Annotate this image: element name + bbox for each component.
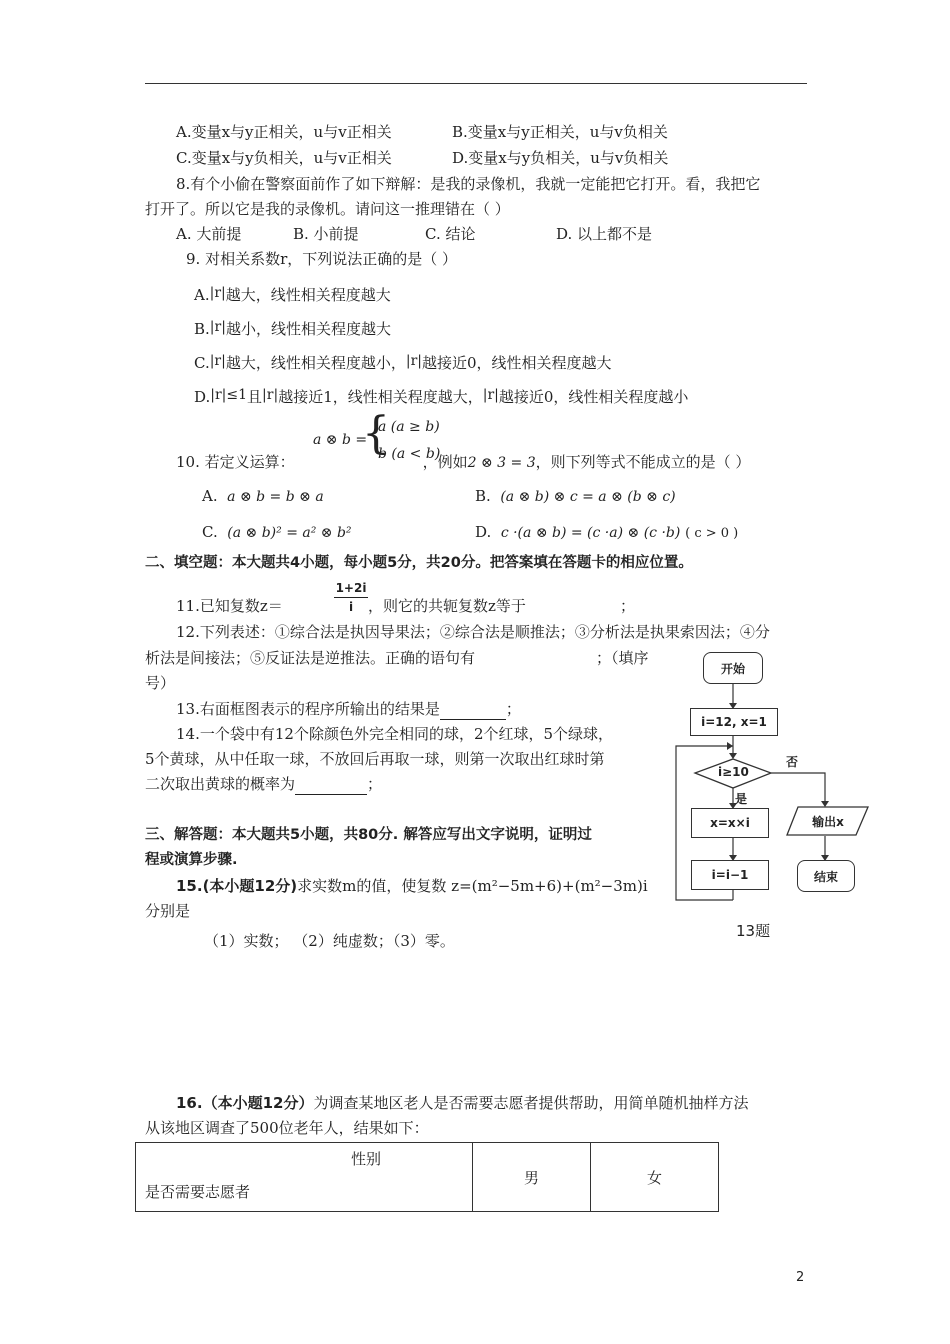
q7-option-b: B.变量x与y正相关，u与v负相关	[452, 123, 668, 141]
abs-r: |r|	[209, 353, 226, 369]
q10-example: 2 ⊗ 3 = 3	[467, 455, 536, 471]
q16-line1	[176, 1092, 748, 1114]
abs-r: |r|	[482, 387, 499, 403]
header-gender: 性别	[351, 1150, 382, 1168]
q15-points: 15.(本小题12分)	[176, 877, 298, 895]
q14-text: 二次取出黄球的概率为	[145, 775, 296, 793]
q16-line2: 从该地区调查了500位老年人，结果如下：	[145, 1119, 429, 1137]
fraction-denominator: i	[348, 600, 354, 614]
option-expr: (a ⊗ b)² = a² ⊗ b²	[227, 525, 352, 541]
flowchart-no-label: 否	[786, 755, 799, 769]
q10-stem-b: ，例如	[422, 453, 468, 471]
header-rule	[145, 83, 807, 84]
option-label: D.	[475, 523, 492, 541]
q10-option-a	[202, 485, 324, 508]
fraction-numerator: 1+2i	[335, 581, 367, 595]
q10-stem	[176, 451, 750, 474]
survey-table	[135, 1142, 719, 1212]
q14-line2: 5个黄球，从中任取一球，不放回后再取一球，则第一次取出红球时第	[145, 750, 605, 768]
flowchart-condition: i≥10	[718, 765, 749, 779]
q16-points: 16.（本小题12分）	[176, 1094, 314, 1112]
flowchart-end: 结束	[797, 860, 855, 892]
q16-text: 为调查某地区老人是否需要志愿者提供帮助，用简单随机抽样方法	[313, 1094, 749, 1112]
q11-prefix: 11.已知复数z＝	[176, 597, 283, 615]
flowchart-yes-label: 是	[735, 792, 748, 806]
flowchart-caption: 13题	[736, 922, 771, 940]
option-text: 越小，线性相关程度越大	[225, 320, 391, 338]
q7-option-c: C.变量x与y负相关，u与v正相关	[176, 149, 392, 167]
option-label: C.	[202, 523, 218, 541]
option-label: B.	[475, 487, 491, 505]
option-label: A.	[194, 286, 210, 304]
q10-option-b	[475, 485, 676, 508]
q14-answer-blank	[295, 794, 367, 795]
q13-text: 13.右面框图表示的程序所输出的结果是	[176, 700, 440, 718]
option-label: B.	[194, 320, 210, 338]
q15-parts: （1）实数； （2）纯虚数；（3）零。	[204, 932, 455, 950]
option-label: D.	[194, 388, 211, 406]
q8-option-d: D. 以上都不是	[556, 225, 653, 243]
q10-brace: {	[362, 408, 390, 459]
section2-heading: 二、填空题：本大题共4小题，每小题5分，共20分。把答案填在答题卡的相应位置。	[145, 555, 693, 571]
q14-line1: 14.一个袋中有12个除颜色外完全相同的球，2个红球，5个绿球，	[176, 725, 614, 743]
option-expr: (a ⊗ b) ⊗ c = a ⊗ (b ⊗ c)	[500, 489, 676, 505]
option-text: 且	[247, 388, 263, 406]
option-text: 越接近0，线性相关程度越大	[422, 354, 612, 372]
option-expr: c ·(a ⊗ b) = (c ·a) ⊗ (c ·b)	[500, 525, 681, 541]
q10-option-d	[475, 521, 738, 545]
q12-line1: 12.下列表述：①综合法是执因导果法；②综合法是顺推法；③分析法是执果索因法；④分	[176, 623, 770, 641]
q10-stem-c: ，则下列等式不能成立的是（ ）	[535, 453, 751, 471]
q11-fraction	[334, 581, 368, 614]
q13-end: ；	[505, 700, 521, 718]
q15-line1	[176, 875, 648, 897]
abs-r-le-1: |r|≤1	[210, 387, 248, 403]
q8-stem-line1: 8.有个小偷在警察面前作了如下辩解：是我的录像机，我就一定能把它打开。看，我把它	[176, 175, 761, 193]
abs-r: |r|	[262, 387, 279, 403]
q7-option-a: A.变量x与y正相关，u与v正相关	[176, 123, 392, 141]
option-label: C.	[194, 354, 210, 372]
q8-option-a: A. 大前提	[176, 225, 242, 243]
q15-text: 求实数m的值，使复数 z=(m²−5m+6)+(m²−3m)i	[297, 877, 648, 895]
flowchart-body: x=x×i	[691, 808, 769, 838]
abs-r: |r|	[209, 319, 226, 335]
table-header-cell	[136, 1143, 473, 1212]
q12-line3: 号）	[145, 674, 176, 692]
q12-line2b: ；（填序	[596, 649, 649, 667]
abs-r: |r|	[209, 285, 226, 301]
flowchart-init: i=12, x=1	[690, 708, 778, 736]
page-number: 2	[796, 1270, 805, 1285]
section3-heading-line2: 程或演算步骤.	[145, 852, 238, 868]
q8-stem-line2: 打开了。所以它是我的录像机。请问这一推理错在（ ）	[145, 200, 510, 218]
table-row	[136, 1143, 719, 1212]
q9-option-a	[194, 284, 391, 307]
q10-def-lhs: a ⊗ b =	[313, 432, 368, 448]
option-text: 越大，线性相关程度越大	[225, 286, 391, 304]
option-text: 越接近0，线性相关程度越小	[498, 388, 689, 406]
q10-option-c	[202, 521, 352, 544]
q13-stem	[176, 698, 521, 720]
q9-option-b	[194, 318, 391, 341]
q15-line2: 分别是	[145, 902, 191, 920]
q14-end: ；	[367, 775, 383, 793]
q11-end: ；	[620, 597, 636, 615]
q10-case1: a (a ≥ b)	[378, 419, 440, 435]
option-text: 越大，线性相关程度越小，	[225, 354, 406, 372]
q9-option-c	[194, 352, 612, 375]
flowchart-step: i=i−1	[691, 860, 769, 890]
abs-r: |r|	[405, 353, 423, 369]
q9-stem: 9. 对相关系数r，下列说法正确的是（ ）	[186, 250, 458, 268]
flowchart-start: 开始	[703, 652, 763, 684]
header-need-volunteer: 是否需要志愿者	[145, 1183, 251, 1201]
option-expr: a ⊗ b = b ⊗ a	[227, 489, 324, 505]
header-male: 男	[473, 1143, 591, 1212]
header-female: 女	[591, 1143, 719, 1212]
section3-heading-line1: 三、解答题：本大题共5小题，共80分. 解答应写出文字说明，证明过	[145, 827, 592, 843]
q9-option-d	[194, 386, 688, 409]
option-condition: ( c > 0 )	[685, 526, 739, 541]
option-text: 越接近1，线性相关程度越大，	[278, 388, 483, 406]
q11-suffix: ，则它的共轭复数z等于	[368, 597, 526, 615]
q14-line3	[145, 773, 382, 795]
q8-option-c: C. 结论	[425, 225, 476, 243]
q12-line2a: 析法是间接法；⑤反证法是逆推法。正确的语句有	[145, 649, 476, 667]
q7-option-d: D.变量x与y负相关，u与v负相关	[452, 149, 669, 167]
q10-case2: b (a < b)	[378, 446, 441, 462]
fraction-bar	[334, 597, 368, 598]
option-label: A.	[202, 487, 218, 505]
flowchart-output: 输出x	[812, 815, 844, 829]
q13-answer-blank	[440, 719, 506, 720]
q8-option-b: B. 小前提	[293, 225, 359, 243]
q10-stem-a: 10. 若定义运算：	[176, 453, 295, 471]
